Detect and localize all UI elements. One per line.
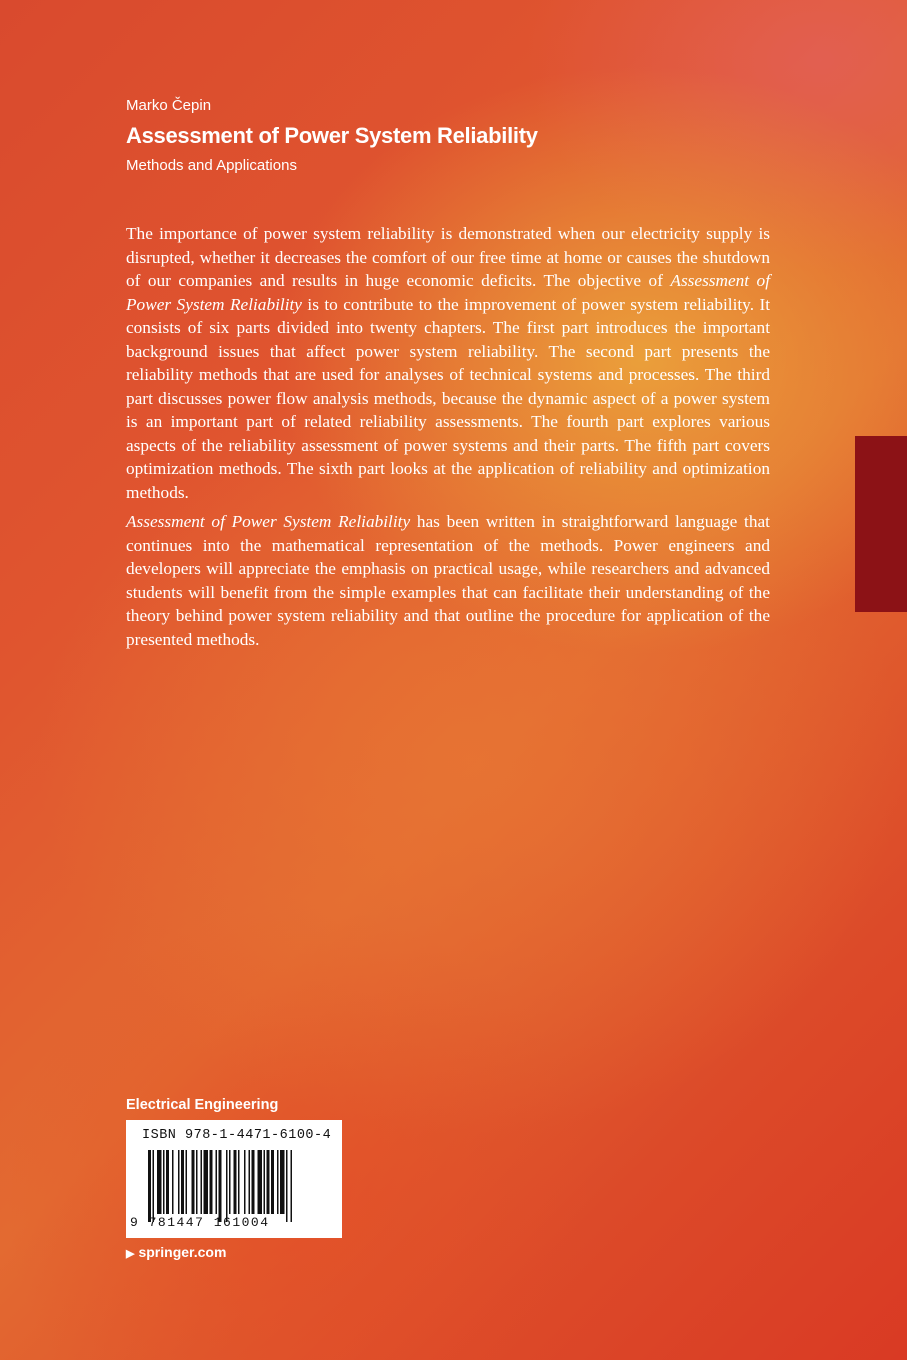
barcode-bar — [229, 1150, 231, 1214]
barcode-bar — [252, 1150, 255, 1214]
blurb-p1-end: is to contribute to the improvement of power system reliability. It consists of six parts divided into twenty chapters. The first part introduces the important background issues that affect power system reliability. The second part presents the reliability methods that are used for analyses of technical systems and processes. The third part discusses power flow analysis methods, because the dynamic aspect of a power system is an important part of related reliability assessments. The fourth part explores various aspects of the reliability assessment of power systems and their parts. The fifth part covers optimization methods. The sixth part looks at the application of reliability and optimization methods. — [126, 294, 771, 502]
barcode-bar — [148, 1150, 151, 1222]
triangle-right-icon: ▶ — [126, 1248, 135, 1260]
barcode-bar — [166, 1150, 169, 1214]
barcode-bar — [163, 1150, 165, 1214]
barcode-bar — [186, 1150, 188, 1214]
barcode-bar — [172, 1150, 174, 1214]
blurb-p1-title: Assessment of Power System Reliability — [126, 271, 770, 314]
barcode-bar — [192, 1150, 195, 1214]
back-cover-blurb — [126, 222, 770, 657]
barcode-bar — [286, 1150, 288, 1222]
blurb-paragraph-1 — [126, 222, 770, 504]
barcode-bar — [157, 1150, 162, 1214]
barcode-bar — [271, 1150, 274, 1214]
barcode-bar — [238, 1150, 240, 1214]
blurb-paragraph-2 — [126, 510, 770, 651]
barcode-bar — [277, 1150, 279, 1214]
book-subtitle: Methods and Applications — [126, 157, 297, 174]
barcode-bar — [204, 1150, 209, 1214]
barcode-bar — [234, 1150, 237, 1214]
blurb-p1-start: The importance of power system reliability is demonstrated when our electricity supply is disrupted, whether it decreases the comfort of our free time at home or causes the shutdown of our companies and results in huge economic deficits. The objective of — [126, 224, 770, 290]
publisher-link[interactable] — [126, 1244, 226, 1260]
barcode-bar — [210, 1150, 213, 1214]
barcode-bar — [244, 1150, 246, 1214]
subject-category: Electrical Engineering — [126, 1097, 279, 1113]
barcode-bar — [216, 1150, 218, 1214]
isbn-label: ISBN 978-1-4471-6100-4 — [142, 1128, 332, 1143]
barcode-bar — [291, 1150, 293, 1222]
barcode-bar — [219, 1150, 222, 1222]
barcode-bar — [226, 1150, 228, 1222]
barcode-bar — [181, 1150, 184, 1214]
publisher-url: springer.com — [138, 1244, 227, 1260]
barcode-bar — [153, 1150, 155, 1222]
barcode-digits: 9 781447 161004 — [130, 1215, 270, 1230]
barcode-bar — [178, 1150, 180, 1214]
barcode-bar — [280, 1150, 285, 1214]
barcode-bar — [249, 1150, 251, 1214]
barcode-bar — [267, 1150, 270, 1214]
spine-color-tab — [855, 436, 907, 612]
book-title: Assessment of Power System Reliability — [126, 123, 538, 148]
barcode-bar — [201, 1150, 203, 1214]
barcode-bar — [264, 1150, 266, 1214]
isbn-barcode — [126, 1120, 342, 1238]
author-name: Marko Čepin — [126, 97, 212, 114]
blurb-p2-title: Assessment of Power System Reliability — [126, 512, 411, 531]
barcode-bar — [258, 1150, 263, 1214]
barcode-bar — [196, 1150, 198, 1214]
blurb-p2-end: has been written in straightforward language that continues into the mathematical representation of the methods. Power engineers and developers will appreciate the emphasis on practical usage, while researchers and advanced students will benefit from the simple examples that can facilitate their understanding of the theory behind power system reliability and that outline the procedure for application of the presented methods. — [126, 512, 770, 649]
